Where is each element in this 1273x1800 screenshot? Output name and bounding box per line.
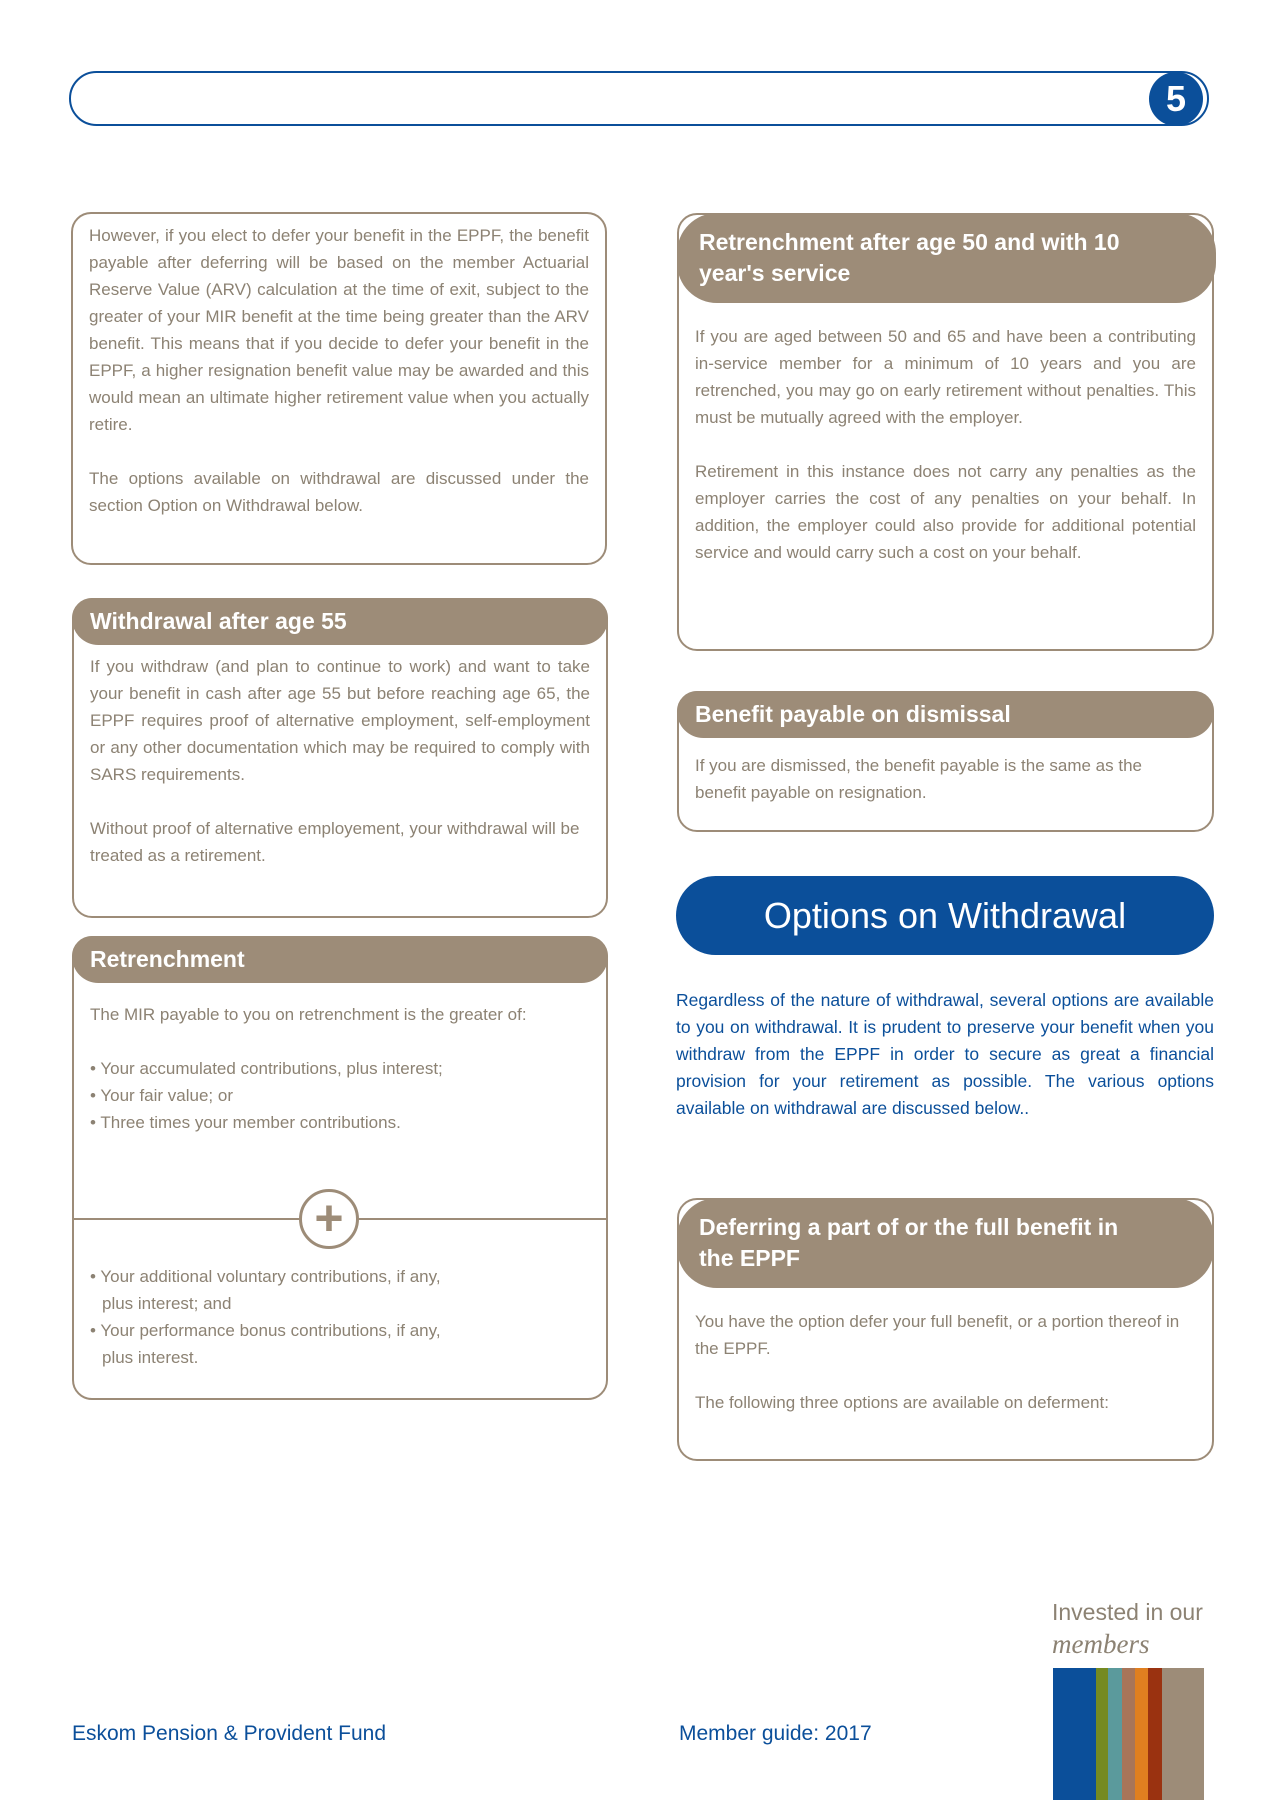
withdrawal-55-paragraph-2: Without proof of alternative employement, your withdrawal will be treated as a retirement. xyxy=(90,819,580,865)
withdrawal-55-box xyxy=(72,598,608,918)
retrenchment-50-paragraph-2: Retirement in this instance does not carry any penalties as the employer carries the cost of any penalties on your behalf. In addition, the employer could also provide for additional potential service and would carry such a cost on your behalf. xyxy=(695,462,1196,562)
deferring-title: Deferring a part of or the full benefit in the EPPF xyxy=(677,1198,1214,1288)
stripe-brown xyxy=(1122,1668,1135,1800)
list-item: • Three times your member contributions. xyxy=(90,1113,401,1132)
tagline xyxy=(1052,1596,1203,1661)
dismissal-paragraph: If you are dismissed, the benefit payable is the same as the benefit payable on resignation. xyxy=(695,756,1142,802)
stripe-teal xyxy=(1108,1668,1122,1800)
stripe-blue xyxy=(1053,1668,1096,1800)
retrenchment-50-paragraph-1: If you are aged between 50 and 65 and have been a contributing in-service member for a minimum of 10 years and you are retrenched, you may go on early retirement without penalties. This must be mutually agreed with the employer. xyxy=(695,327,1196,427)
retrenchment-box xyxy=(72,936,608,1400)
plus-icon: + xyxy=(299,1189,359,1249)
intro-box xyxy=(71,212,607,565)
retrenchment-50-box xyxy=(677,213,1214,651)
retrenchment-50-title: Retrenchment after age 50 and with 10 year's service xyxy=(677,213,1216,303)
tagline-line-2: members xyxy=(1052,1629,1150,1659)
footer-guide: Member guide: 2017 xyxy=(679,1722,872,1745)
deferring-paragraph-2: The following three options are available on deferment: xyxy=(695,1393,1109,1412)
brand-stripes xyxy=(1053,1668,1204,1800)
dismissal-box xyxy=(677,691,1214,832)
intro-paragraph-2: The options available on withdrawal are discussed under the section Option on Withdrawal below. xyxy=(89,469,589,515)
list-item: • Your accumulated contributions, plus interest; xyxy=(90,1059,443,1078)
dismissal-title: Benefit payable on dismissal xyxy=(677,691,1214,738)
deferring-box xyxy=(677,1198,1214,1461)
options-paragraph: Regardless of the nature of withdrawal, several options are available to you on withdrawal. It is prudent to preserve your benefit when you withdraw from the EPPF in order to secure as great a financial provision for your retirement as possible. The various options available on withdrawal are discussed below.. xyxy=(676,990,1214,1118)
page-number-badge: 5 xyxy=(1149,72,1203,126)
stripe-green xyxy=(1096,1668,1108,1800)
retrenchment-list xyxy=(90,1055,590,1136)
deferring-paragraph-1: You have the option defer your full benefit, or a portion thereof in the EPPF. xyxy=(695,1312,1180,1358)
stripe-taupe xyxy=(1162,1668,1204,1800)
retrenchment-intro: The MIR payable to you on retrenchment is the greater of: xyxy=(90,1005,527,1024)
tagline-line-1: Invested in our xyxy=(1052,1599,1203,1625)
stripe-rust xyxy=(1148,1668,1162,1800)
list-item: • Your additional voluntary contributions, if any, plus interest; and xyxy=(90,1267,441,1313)
options-on-withdrawal-heading: Options on Withdrawal xyxy=(676,876,1214,955)
retrenchment-title: Retrenchment xyxy=(72,936,608,983)
header-bar xyxy=(69,71,1209,126)
intro-paragraph-1: However, if you elect to defer your benefit in the EPPF, the benefit payable after deferring will be based on the member Actuarial Reserve Value (ARV) calculation at the time of exit, subject to the greater of your MIR benefit at the time being greater than the ARV benefit. This means that if you decide to defer your benefit in the EPPF, a higher resignation benefit value may be awarded and this would mean an ultimate higher retirement value when you actually retire. xyxy=(89,226,589,434)
footer-organisation: Eskom Pension & Provident Fund xyxy=(72,1722,386,1745)
withdrawal-55-title: Withdrawal after age 55 xyxy=(72,598,608,645)
list-item: • Your fair value; or xyxy=(90,1086,233,1105)
list-item: • Your performance bonus contributions, if any, plus interest. xyxy=(90,1321,441,1367)
withdrawal-55-paragraph-1: If you withdraw (and plan to continue to work) and want to take your benefit in cash after age 55 but before reaching age 65, the EPPF requires proof of alternative employment, self-employment or any other documentation which may be required to comply with SARS requirements. xyxy=(90,657,590,784)
stripe-orange xyxy=(1135,1668,1148,1800)
